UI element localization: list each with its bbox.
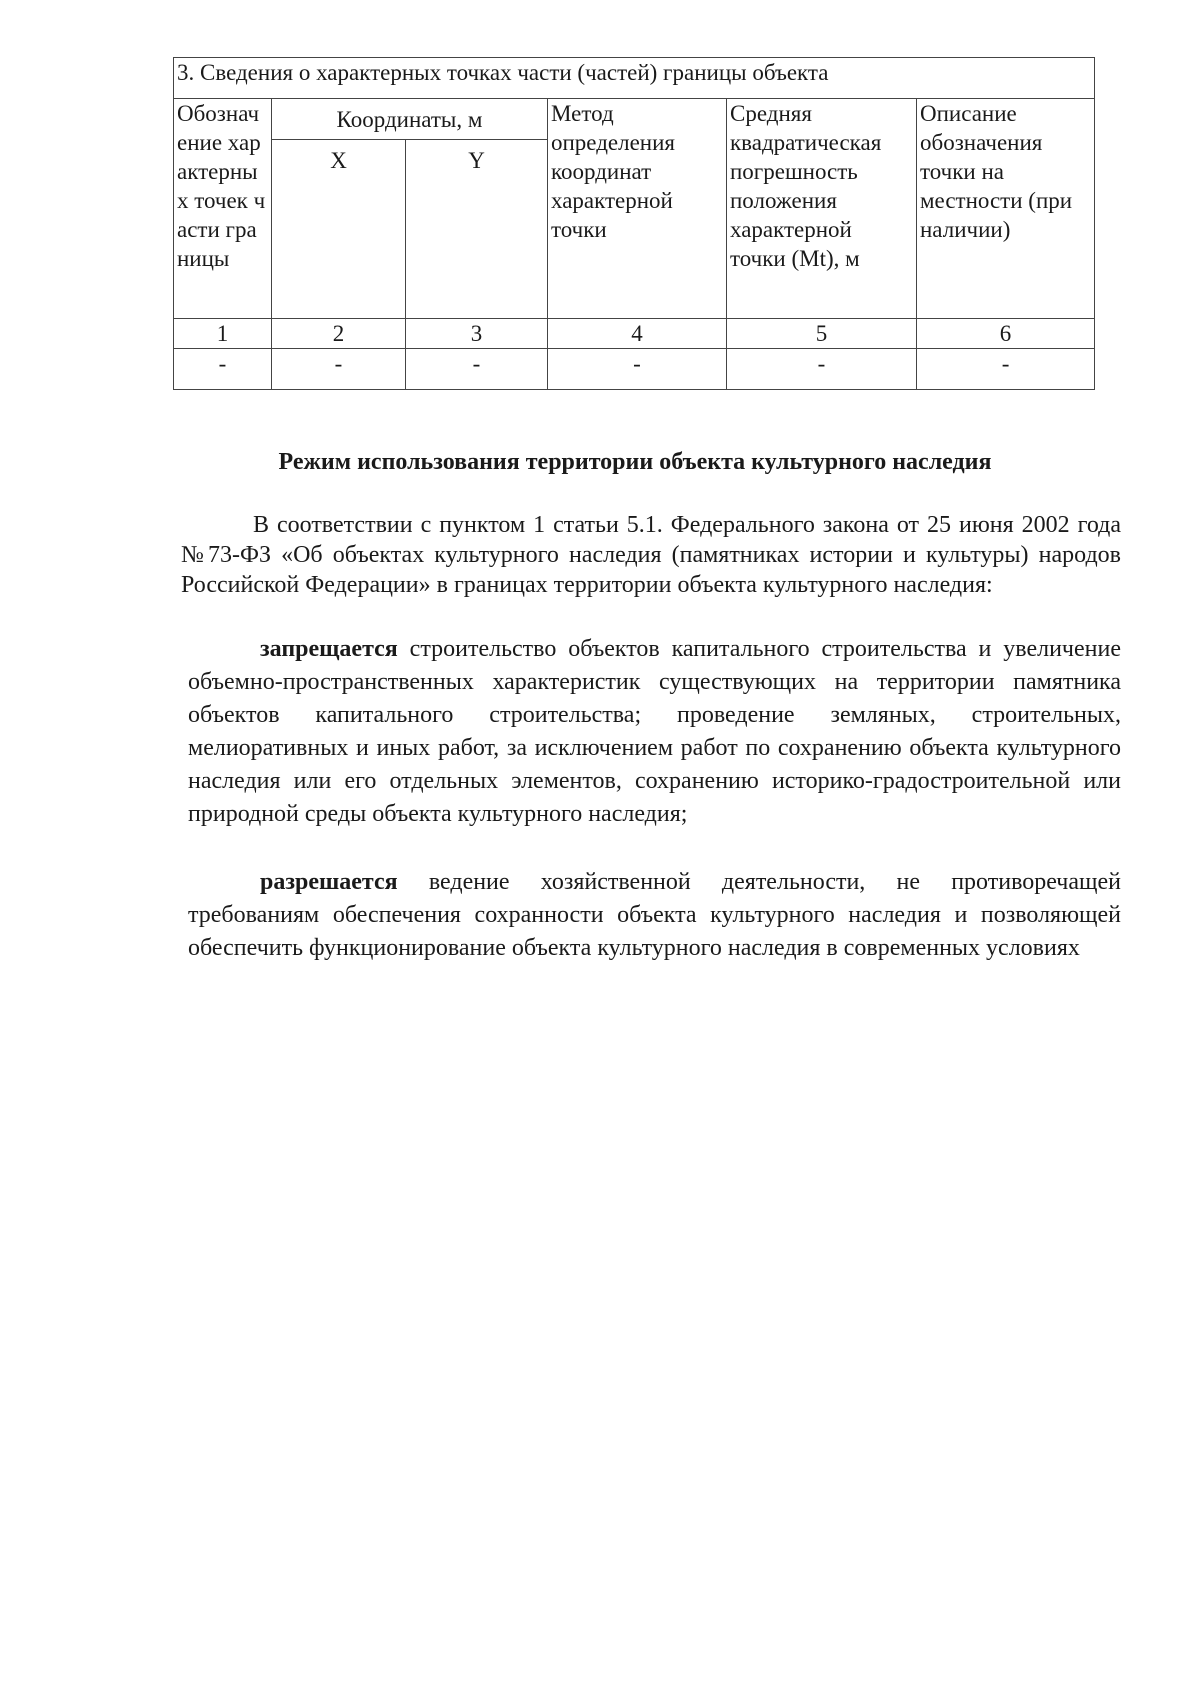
table-cell: -	[406, 349, 548, 390]
table-cell: -	[272, 349, 406, 390]
header-error: Средняя квадратическая погрешность положения характерной точки (Mt), м	[727, 99, 917, 319]
table-row	[174, 349, 1095, 390]
column-number: 4	[548, 319, 727, 349]
prohibited-paragraph	[188, 633, 1121, 831]
section-heading: Режим использования территории объекта культурного наследия	[278, 449, 992, 475]
header-y: Y	[406, 140, 548, 319]
characteristic-points-table	[173, 57, 1095, 390]
table-cell: -	[174, 349, 272, 390]
column-numbers-row	[174, 319, 1095, 349]
table-cell: -	[917, 349, 1095, 390]
header-method: Метод определения координат характерной точки	[548, 99, 727, 319]
table-cell: -	[727, 349, 917, 390]
allowed-paragraph	[188, 866, 1121, 965]
table-header-row	[174, 99, 1095, 140]
table-cell: -	[548, 349, 727, 390]
intro-paragraph: В соответствии с пунктом 1 статьи 5.1. Федерального закона от 25 июня 2002 года №73-ФЗ «Об объектах культурного наследия (памятниках истории и культуры) народов Российской Федерации» в границах территории объекта культурного наследия:	[181, 512, 1121, 598]
column-number: 3	[406, 319, 548, 349]
prohibited-text: строительство объектов капитального строительства и увеличение объемно-пространственных характеристик существующих на территории памятника объектов капитального строительства; проведение земляных, строительных, мелиоративных и иных работ, за исключением работ по сохранению объекта культурного наследия или его отдельных элементов, сохранению историко-градостроительной или природной среды объекта культурного наследия;	[188, 636, 1121, 827]
allowed-text: ведение хозяйственной деятельности, не противоречащей требованиям обеспечения сохранности объекта культурного наследия и позволяющей обеспечить функционирование объекта культурного наследия в современных условиях	[188, 869, 1121, 961]
header-x: X	[272, 140, 406, 319]
column-number: 6	[917, 319, 1095, 349]
prohibited-label: запрещается	[260, 636, 398, 662]
header-designation: Обозначение характерных точек части границы	[174, 99, 272, 319]
column-number: 1	[174, 319, 272, 349]
table-caption-row	[174, 58, 1095, 99]
header-coordinates: Координаты, м	[272, 99, 548, 140]
table-caption: 3. Сведения о характерных точках части (частей) границы объекта	[174, 58, 1095, 99]
allowed-label: разрешается	[260, 869, 398, 895]
column-number: 5	[727, 319, 917, 349]
column-number: 2	[272, 319, 406, 349]
header-description: Описание обозначения точки на местности (при наличии)	[917, 99, 1095, 319]
